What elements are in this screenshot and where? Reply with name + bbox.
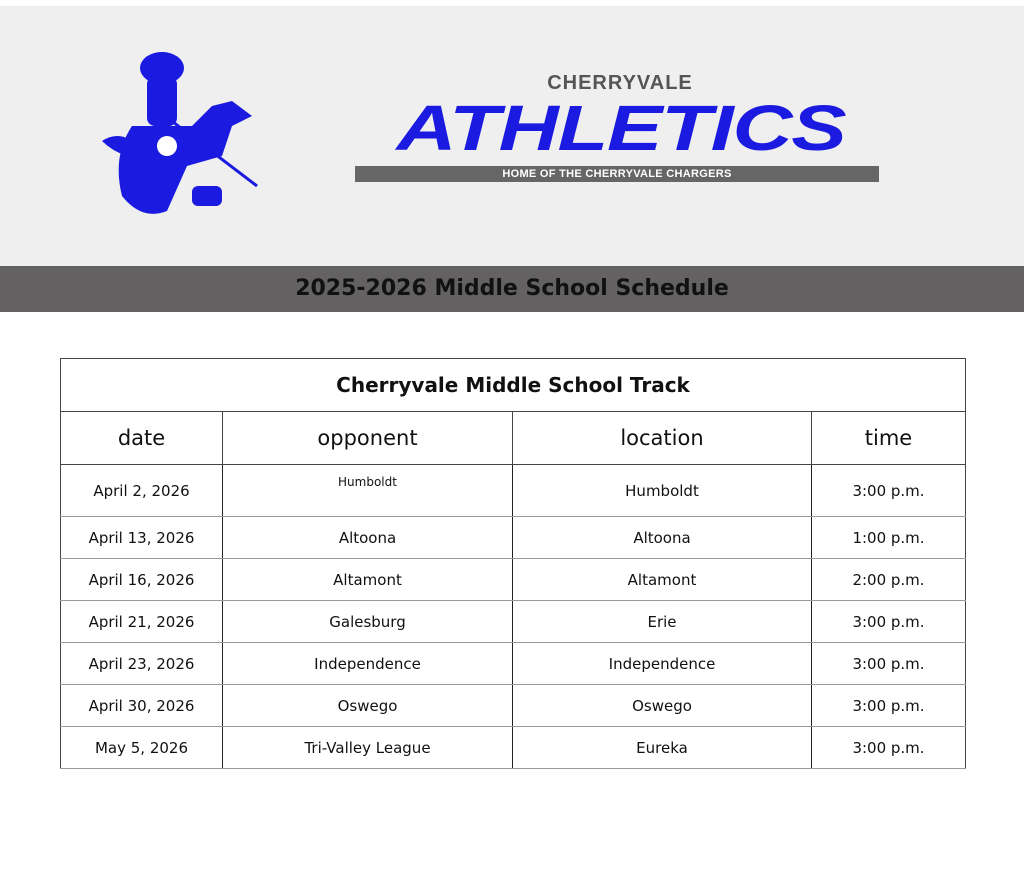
opponent-cell: Galesburg bbox=[223, 601, 513, 643]
time-cell: 1:00 p.m. bbox=[812, 517, 966, 559]
date-cell: April 16, 2026 bbox=[61, 559, 223, 601]
opponent-cell: Independence bbox=[223, 643, 513, 685]
time-cell: 3:00 p.m. bbox=[812, 685, 966, 727]
table-row bbox=[61, 685, 966, 727]
time-cell: 3:00 p.m. bbox=[812, 727, 966, 769]
date-cell: April 30, 2026 bbox=[61, 685, 223, 727]
date-cell: April 13, 2026 bbox=[61, 517, 223, 559]
date-cell: May 5, 2026 bbox=[61, 727, 223, 769]
brand-top-text: CHERRYVALE bbox=[547, 72, 693, 94]
brand-subtitle: HOME OF THE CHERRYVALE CHARGERS bbox=[355, 166, 879, 182]
table-row bbox=[61, 601, 966, 643]
table-row bbox=[61, 727, 966, 769]
time-cell: 3:00 p.m. bbox=[812, 465, 966, 517]
table-row bbox=[61, 559, 966, 601]
date-cell: April 21, 2026 bbox=[61, 601, 223, 643]
location-cell: Independence bbox=[513, 643, 812, 685]
time-cell: 3:00 p.m. bbox=[812, 601, 966, 643]
column-header-time: time bbox=[812, 412, 966, 465]
column-header-date: date bbox=[61, 412, 223, 465]
column-header-opponent: opponent bbox=[223, 412, 513, 465]
table-row bbox=[61, 517, 966, 559]
header-banner bbox=[0, 6, 1024, 272]
date-cell: April 23, 2026 bbox=[61, 643, 223, 685]
date-cell: April 2, 2026 bbox=[61, 465, 223, 517]
location-cell: Altamont bbox=[513, 559, 812, 601]
location-cell: Eureka bbox=[513, 727, 812, 769]
brand-main-text: ATHLETICS bbox=[396, 92, 846, 164]
location-cell: Erie bbox=[513, 601, 812, 643]
schedule-title: 2025-2026 Middle School Schedule bbox=[0, 266, 1024, 312]
opponent-cell: Altamont bbox=[223, 559, 513, 601]
location-cell: Oswego bbox=[513, 685, 812, 727]
time-cell: 3:00 p.m. bbox=[812, 643, 966, 685]
column-header-location: location bbox=[513, 412, 812, 465]
table-row bbox=[61, 643, 966, 685]
opponent-cell: Humboldt bbox=[223, 465, 513, 517]
opponent-cell: Oswego bbox=[223, 685, 513, 727]
table-row bbox=[61, 465, 966, 517]
schedule-table bbox=[60, 358, 966, 769]
location-cell: Humboldt bbox=[513, 465, 812, 517]
location-cell: Altoona bbox=[513, 517, 812, 559]
time-cell: 2:00 p.m. bbox=[812, 559, 966, 601]
opponent-cell: Tri-Valley League bbox=[223, 727, 513, 769]
opponent-cell: Altoona bbox=[223, 517, 513, 559]
table-title: Cherryvale Middle School Track bbox=[61, 359, 966, 412]
